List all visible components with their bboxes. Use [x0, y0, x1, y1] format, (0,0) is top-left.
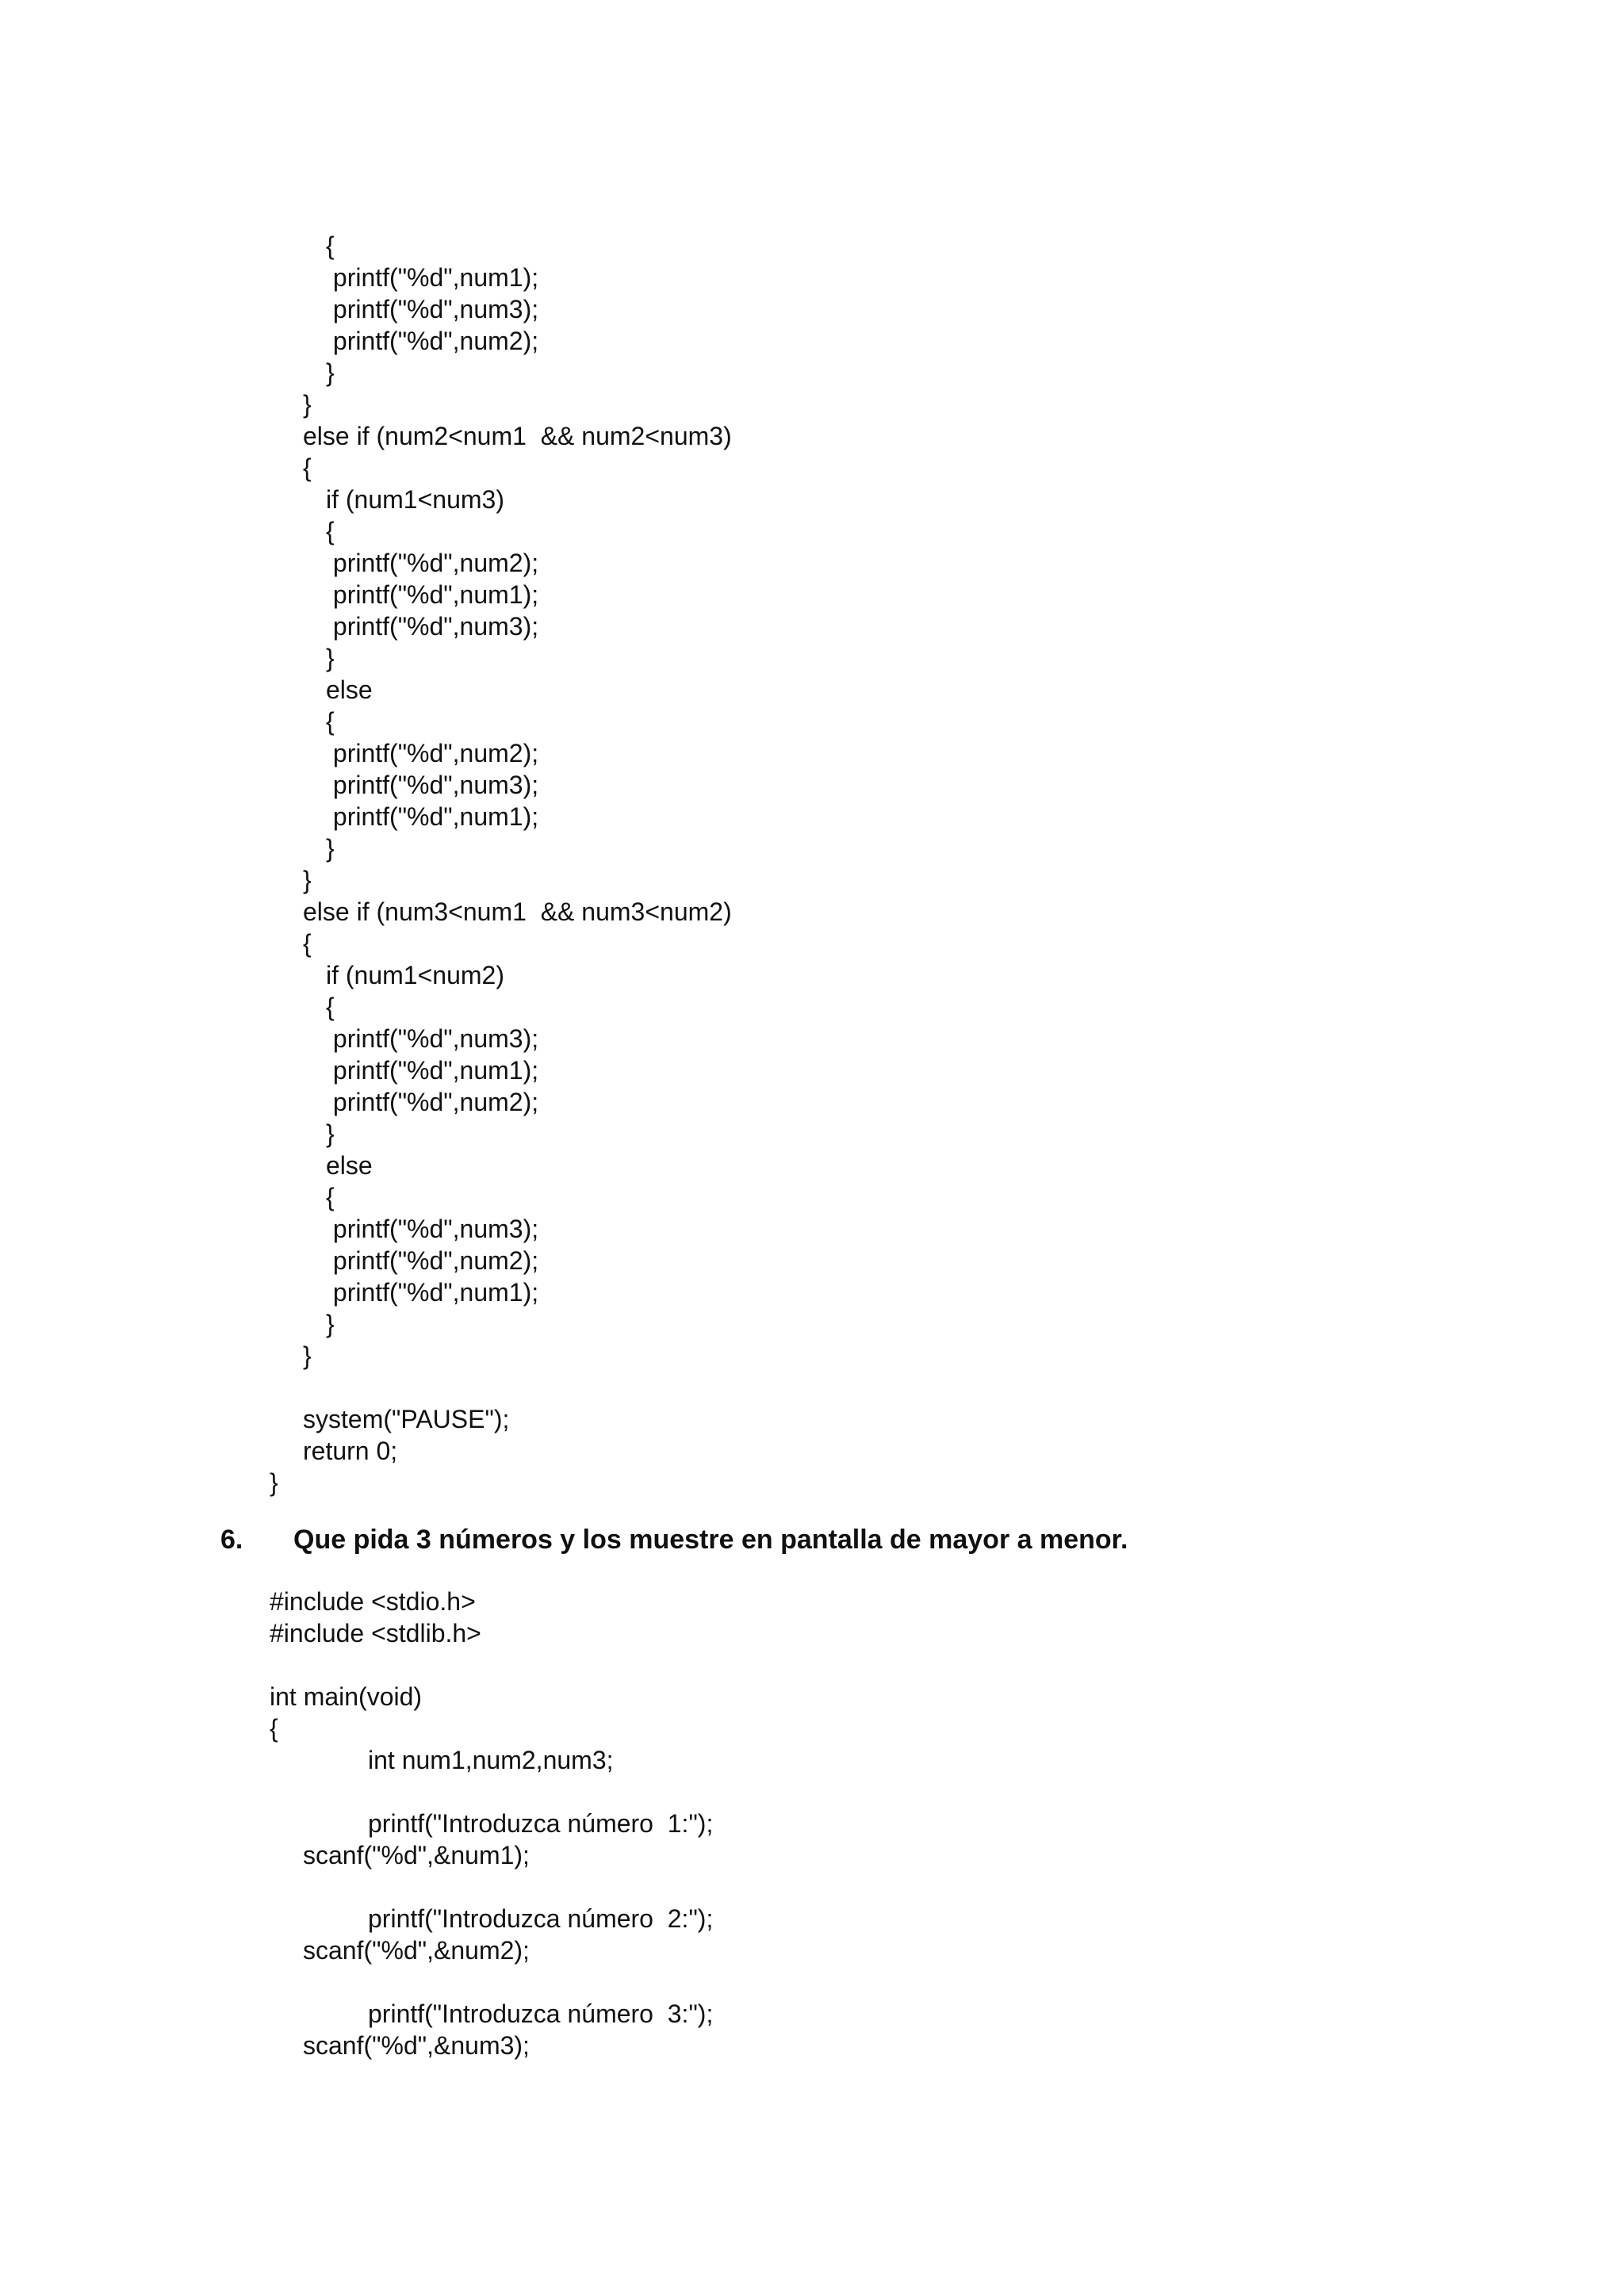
code-line: printf("%d",num3); [326, 771, 539, 799]
code-line: printf("%d",num2); [326, 549, 539, 577]
code-line: printf("%d",num2); [326, 1246, 539, 1275]
code-line: printf("%d",num3); [326, 295, 539, 323]
code-line: printf("%d",num2); [326, 327, 539, 355]
code-line: } [326, 1310, 335, 1338]
code-line: int num1,num2,num3; [368, 1746, 614, 1774]
code-line: printf("%d",num3); [326, 1215, 539, 1243]
code-line: printf("%d",num3); [326, 1024, 539, 1053]
code-line: { [326, 1183, 335, 1211]
code-line: { [326, 232, 335, 260]
code-line: printf("%d",num2); [326, 739, 539, 767]
code-line: { [326, 993, 335, 1021]
code-line: printf("Introduzca número 1:"); [368, 1809, 714, 1838]
code-line: { [326, 707, 335, 736]
code-line: printf("%d",num2); [326, 1088, 539, 1116]
code-line: scanf("%d",&num2); [303, 1936, 530, 1965]
code-line: } [270, 1468, 278, 1497]
code-line: #include <stdlib.h> [270, 1619, 481, 1647]
code-line: scanf("%d",&num1); [303, 1841, 530, 1869]
code-line: printf("%d",num1); [326, 1056, 539, 1085]
code-line: printf("%d",num1); [326, 1278, 539, 1307]
code-line: } [326, 1119, 335, 1148]
code-line: } [303, 1341, 312, 1370]
code-line: } [326, 358, 335, 387]
code-line: printf("%d",num1); [326, 802, 539, 831]
code-line: else if (num2<num1 && num2<num3) [303, 422, 732, 450]
code-line: { [303, 453, 312, 482]
code-line: printf("%d",num1); [326, 580, 539, 609]
code-line: if (num1<num2) [326, 961, 504, 989]
code-line: return 0; [303, 1437, 398, 1465]
code-line: int main(void) [270, 1682, 423, 1711]
code-line: } [303, 866, 312, 894]
section-number: 6. [220, 1525, 243, 1555]
code-line: system("PAUSE"); [303, 1405, 510, 1433]
code-line: printf("Introduzca número 3:"); [368, 1999, 714, 2028]
code-line: printf("Introduzca número 2:"); [368, 1904, 714, 1933]
code-line: else [326, 675, 373, 704]
code-line: else if (num3<num1 && num3<num2) [303, 897, 732, 926]
code-line: printf("%d",num3); [326, 612, 539, 641]
code-line: { [303, 929, 312, 958]
code-line: } [303, 390, 312, 419]
code-line: } [326, 834, 335, 863]
code-line: } [326, 644, 335, 672]
code-line: else [326, 1151, 373, 1180]
code-line: { [326, 517, 335, 545]
code-line: scanf("%d",&num3); [303, 2031, 530, 2060]
section-title: Que pida 3 números y los muestre en pantalla de mayor a menor. [293, 1525, 1128, 1555]
code-line: if (num1<num3) [326, 485, 504, 514]
code-line: #include <stdio.h> [270, 1587, 476, 1616]
code-line: printf("%d",num1); [326, 263, 539, 292]
code-line: { [270, 1714, 278, 1743]
